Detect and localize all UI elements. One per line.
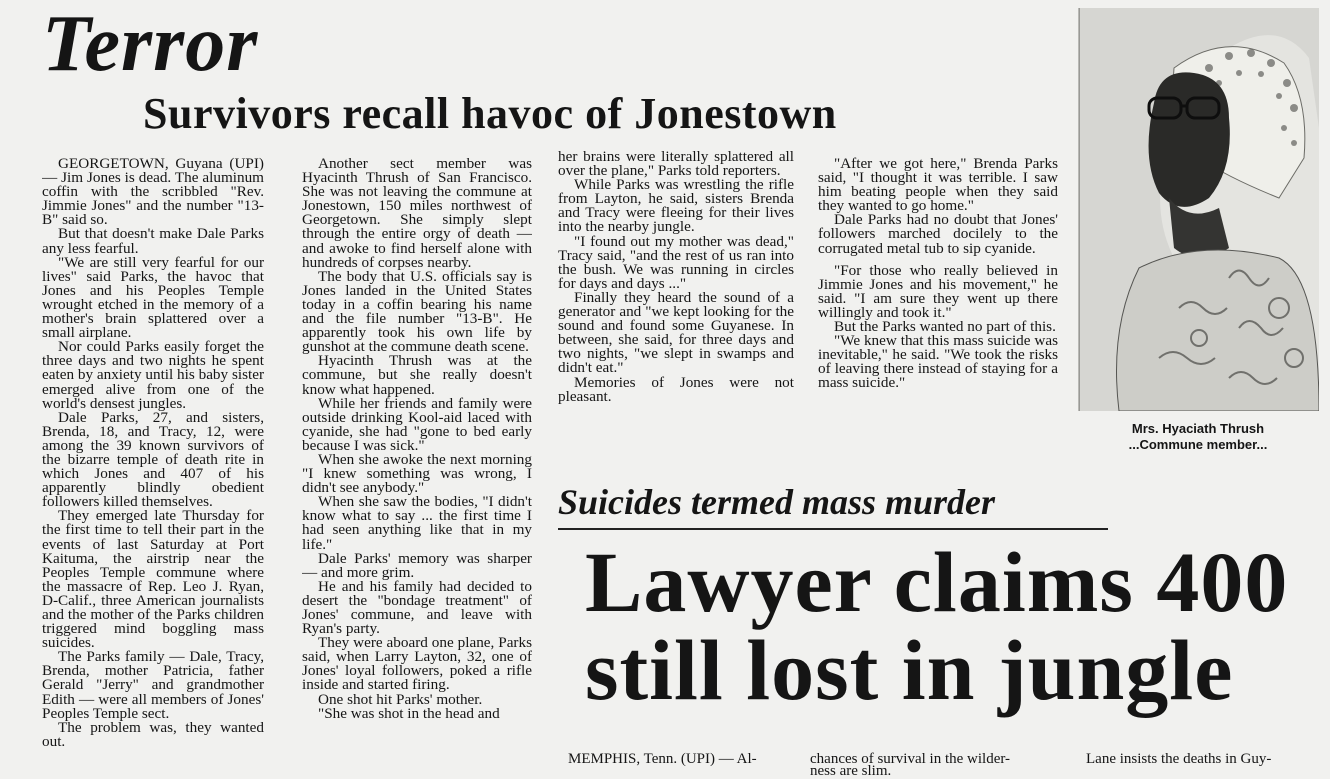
paragraph: Dale Parks had no doubt that Jones' followers marched docilely to the corrugated metal tub to sip cyanide. [818, 211, 1058, 257]
headline-line-2: still lost in jungle [585, 622, 1234, 718]
paragraph: Nor could Parks easily forget the three days and two nights he spent eaten by anxiety until his baby sister emerged alive from one of the world's densest jungles. [42, 338, 264, 412]
paragraph: her brains were literally splattered all over the plane," Parks told reporters. [558, 150, 794, 180]
headline-line-1: Lawyer claims 400 [585, 534, 1289, 630]
paragraph: "We knew that this mass suicide was inevitable," he said. "We took the risks of leaving there instead of staying for a mass suicide." [818, 332, 1058, 392]
second-story-column-2-next: ness are slim. [810, 763, 892, 779]
paragraph: "She was shot in the head and [318, 704, 500, 722]
paragraph: While Parks was wrestling the rifle from Layton, he said, sisters Brenda and Tracy were fleeing for their lives into the nearby jungle. [558, 176, 794, 236]
caption-subtitle: ...Commune member... [1128, 437, 1268, 452]
paragraph: The Parks family — Dale, Tracy, Brenda, mother Patricia, father Gerald "Jerry" and grandmother Edith — were all members of Jones' Peoples Temple sect. [42, 648, 264, 722]
section-kicker: Terror [42, 0, 259, 88]
article-column-1 [42, 157, 264, 762]
article-column-2 [302, 157, 532, 762]
paragraph: While her friends and family were outside drinking Kool-aid laced with cyanide, she had "gone to bed early because I was sick." [302, 394, 532, 454]
caption-name: Mrs. Hyaciath Thrush [1131, 421, 1265, 436]
paragraph: One shot hit Parks' mother. [318, 690, 483, 708]
paragraph: GEORGETOWN, Guyana (UPI) — Jim Jones is dead. The aluminum coffin with the scribbled "Rev. Jimmie Jones" and the number "13-B" said so. [42, 157, 264, 229]
paragraph: But the Parks wanted no part of this. [834, 318, 1056, 336]
paragraph: Finally they heard the sound of a generator and "we kept looking for the sound and found some Guyanese. In between, she said, for three days and two nights, "we slept in swamps and didn't eat." [558, 288, 794, 377]
paragraph: Memories of Jones were not pleasant. [558, 373, 794, 405]
paragraph: Dale Parks, 27, and sisters, Brenda, 18, and Tracy, 12, were among the 39 known survivors of the bizarre temple of death rite in which Jones and 407 of his apparently blindly obedient followers killed themselves. [42, 408, 264, 511]
paragraph: "After we got here," Brenda Parks said, "I thought it was terrible. I saw him beating people when they said they wanted to go home." [818, 157, 1058, 215]
paragraph: They were aboard one plane, Parks said, when Larry Layton, 32, one of Jones' loyal followers, poked a rifle inside and started firing. [302, 634, 532, 694]
paragraph: Hyacinth Thrush was at the commune, but she really doesn't know what happened. [302, 352, 532, 398]
second-story-column-3: Lane insists the deaths in Guy- [1086, 751, 1272, 767]
photo-caption [1103, 421, 1293, 453]
article-headline: Survivors recall havoc of Jonestown [143, 89, 837, 138]
paragraph: The problem was, they wanted out. [42, 718, 264, 750]
article-column-3 [558, 150, 794, 442]
second-story-column-2: chances of survival in the wilder- [810, 751, 1011, 767]
paragraph: "I found out my mother was dead," Tracy said, "and the rest of us ran into the bush. We was running in circles for days and days ..." [558, 232, 794, 292]
section-divider [558, 528, 1108, 530]
paragraph: He and his family had decided to desert the "bondage treatment" of Jones' commune, and leave with Ryan's party. [302, 577, 532, 638]
paragraph: "For those who really believed in Jimmie Jones and his movement," he said. "I am sure they went up there willingly and took it." [818, 261, 1058, 321]
article-column-4 [818, 157, 1058, 452]
second-story-headline [585, 534, 1289, 718]
paragraph: But that doesn't make Dale Parks any less fearful. [42, 225, 264, 257]
paragraph: Another sect member was Hyacinth Thrush of San Francisco. She was not leaving the commune at Jonestown, 150 miles northwest of Georgetown. She simply slept through the entire orgy of death — and awoke to find herself alone with hundreds of corpses nearby. [302, 157, 532, 271]
paragraph: "We are still very fearful for our lives" said Parks, the havoc that Jones and his Peoples Temple wrought etched in the memory of a mother's brain splattered over a small airplane. [42, 253, 264, 342]
portrait-photo [1078, 8, 1319, 411]
second-story-kicker: Suicides termed mass murder [558, 482, 996, 522]
paragraph: Dale Parks' memory was sharper — and more grim. [302, 549, 532, 581]
paragraph: The body that U.S. officials say is Jones landed in the United States today in a coffin bearing his name and the file number "13-B". He apparently took his own life by gunshot at the commune death scene. [302, 267, 532, 356]
portrait-illustration [1079, 8, 1319, 411]
paragraph: They emerged late Thursday for the first time to tell their part in the events of last Saturday at Port Kaituma, the airstrip near the Peoples Temple commune where the massacre of Rep. Leo J. Ryan, D-Calif., three American journalists and the mother of the Parks children triggered mind boggling mass suicides. [42, 507, 264, 652]
second-story-column-1: MEMPHIS, Tenn. (UPI) — Al- [568, 751, 757, 767]
paragraph: When she awoke the next morning "I knew something was wrong, I didn't see anybody." [302, 450, 532, 497]
paragraph: When she saw the bodies, "I didn't know what to say ... the first time I had seen anything like that in my life." [302, 493, 532, 553]
